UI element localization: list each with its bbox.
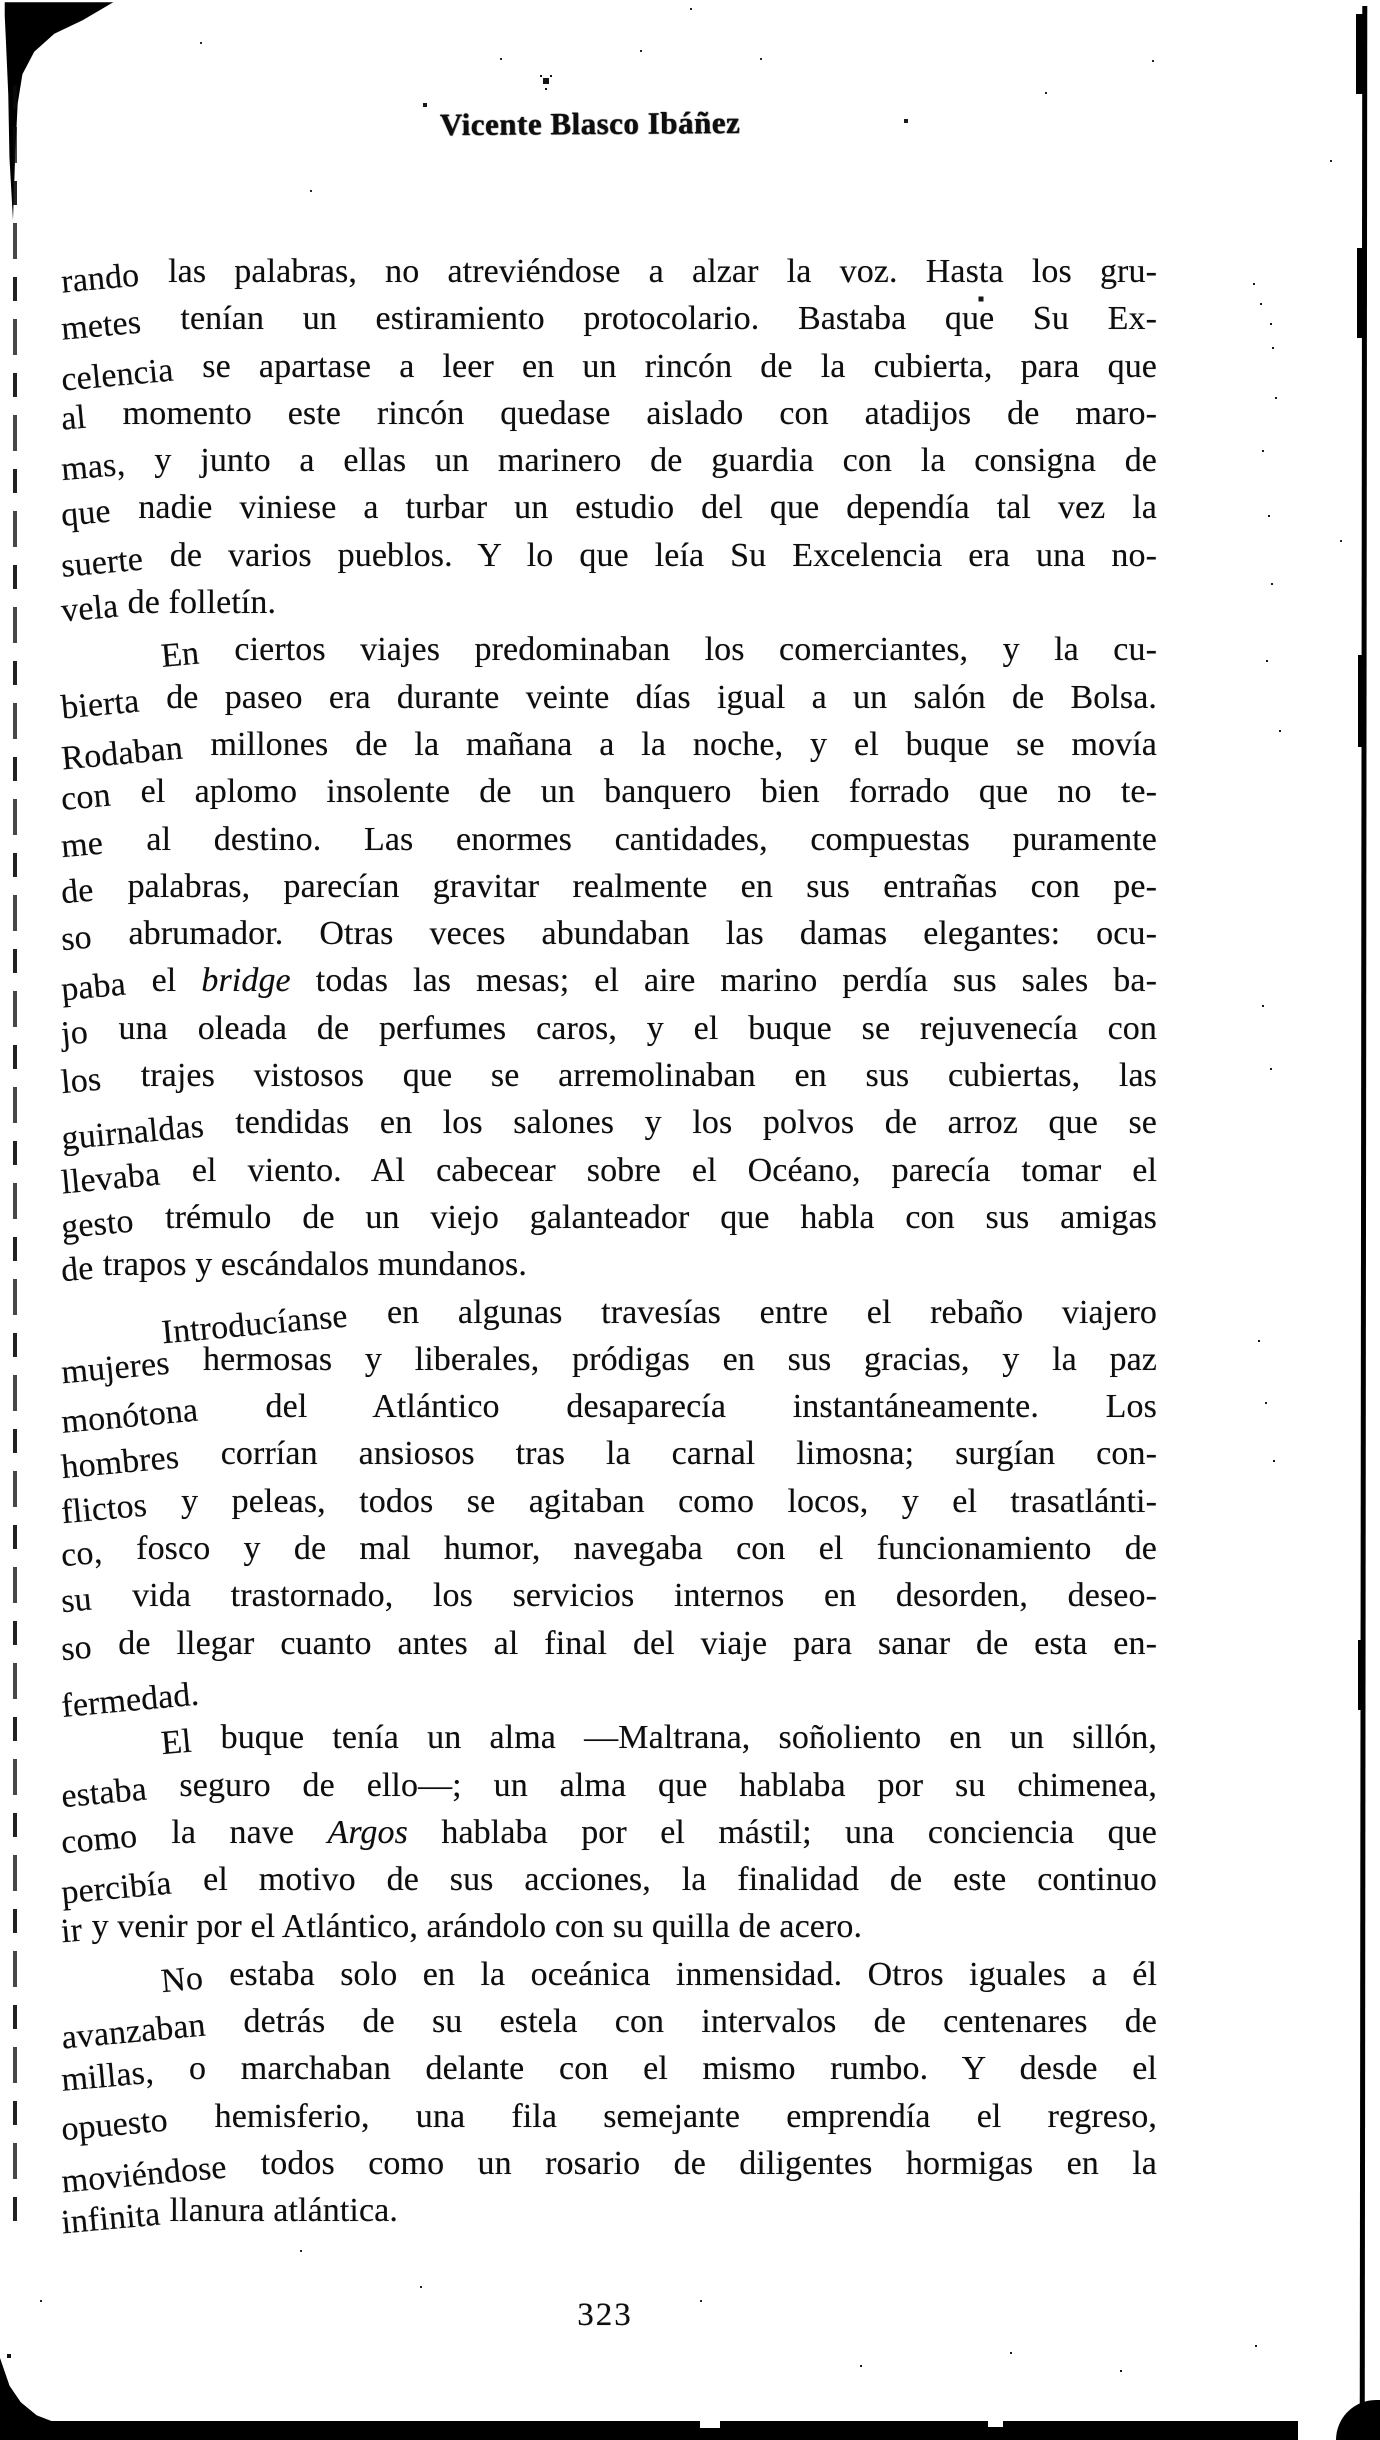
- text-line: millas, o marchaban delante con el mismo rumbo. Y desde el: [62, 2045, 1157, 2092]
- text-line: opuesto hemisferio, una fila semejante emprendía el regreso,: [62, 2093, 1157, 2140]
- text-line: so abrumador. Otras veces abundaban las damas elegantes: ocu-: [62, 910, 1157, 957]
- line-first-word: so: [59, 918, 94, 959]
- text-line: me al destino. Las enormes cantidades, compuestas puramente: [62, 816, 1157, 863]
- text-line: avanzaban detrás de su estela con intervalos de centenares de: [62, 1998, 1157, 2045]
- line-first-word: hombres: [59, 1439, 181, 1487]
- page-header-author: Vicente Blasco Ibáñez: [439, 104, 741, 143]
- text-line: flictos y peleas, todos se agitaban como locos, y el trasatlánti-: [62, 1478, 1157, 1525]
- text-line: llevaba el viento. Al cabecear sobre el Océano, parecía tomar el: [62, 1147, 1157, 1194]
- paragraph: [59, 626, 1158, 1290]
- line-first-word: No: [159, 1959, 205, 2000]
- text-line: mujeres hermosas y liberales, pródigas en sus gracias, y la paz: [62, 1336, 1157, 1383]
- line-first-word: En: [159, 634, 201, 676]
- text-line: mas, y junto a ellas un marinero de guardia con la consigna de: [62, 437, 1157, 484]
- line-first-word: de: [59, 1249, 95, 1290]
- right-edge-ink-blotch: [1358, 1640, 1364, 1710]
- line-first-word: Introducíanse: [160, 1297, 350, 1351]
- text-line: ir y venir por el Atlántico, arándolo con su quilla de acero.: [62, 1903, 1157, 1950]
- line-first-word: los: [59, 1060, 103, 1102]
- text-line: bierta de paseo era durante veinte días igual a un salón de Bolsa.: [62, 674, 1157, 721]
- text-line: Rodaban millones de la mañana a la noche, y el buque se movía: [62, 721, 1157, 768]
- text-line: moviéndose todos como un rosario de diligentes hormigas en la: [62, 2140, 1157, 2187]
- line-first-word: guirnaldas: [59, 1107, 206, 1158]
- text-line: percibía el motivo de sus acciones, la finalidad de este continuo: [62, 1856, 1157, 1903]
- line-first-word: que: [59, 493, 113, 535]
- text-line: estaba seguro de ello—; un alma que hablaba por su chimenea,: [62, 1762, 1157, 1809]
- line-first-word: rando: [59, 256, 141, 301]
- right-edge-ink-blotch: [1357, 248, 1366, 338]
- text-line: suerte de varios pueblos. Y lo que leía Su Excelencia era una no-: [62, 532, 1157, 579]
- line-first-word: infinita: [59, 2195, 162, 2242]
- text-line: co, fosco y de mal humor, navegaba con el funcionamiento de: [62, 1525, 1157, 1572]
- text-line: so de llegar cuanto antes al final del viaje para sanar de esta en-: [62, 1620, 1157, 1667]
- text-line: que nadie viniese a turbar un estudio del que dependía tal vez la: [62, 484, 1157, 531]
- line-first-word: so: [59, 1628, 94, 1668]
- line-first-word: ir: [59, 1912, 84, 1951]
- line-first-word: suerte: [59, 540, 145, 585]
- line-first-word: Rodaban: [59, 729, 185, 778]
- scan-corner-artifact-top-left: [0, 0, 118, 225]
- paragraph: [59, 1714, 1157, 1951]
- line-first-word: opuesto: [59, 2101, 170, 2148]
- line-first-word: flictos: [59, 1486, 149, 1531]
- paragraph: [59, 248, 1157, 630]
- right-edge-rule: [1360, 6, 1367, 2440]
- text-line: En ciertos viajes predominaban los comerciantes, y la cu-: [62, 626, 1157, 673]
- line-first-word: me: [59, 824, 105, 865]
- line-first-word: mas,: [59, 445, 127, 489]
- line-first-word: metes: [59, 303, 143, 348]
- text-line: rando las palabras, no atreviéndose a alzar la voz. Hasta los gru-: [62, 248, 1157, 295]
- scan-noise-specks: [0, 0, 2, 2]
- line-first-word: su: [59, 1580, 94, 1621]
- text-line: de palabras, parecían gravitar realmente en sus entrañas con pe-: [62, 863, 1157, 910]
- bottom-edge-bar: [0, 2421, 1298, 2440]
- bottom-bar-gap: [988, 2421, 1003, 2427]
- line-first-word: llevaba: [59, 1155, 162, 1202]
- line-first-word: monótona: [59, 1391, 200, 1441]
- bottom-edge-bar-right-foot: [1336, 2400, 1380, 2440]
- text-line: de trapos y escándalos mundanos.: [62, 1241, 1157, 1288]
- text-line: El buque tenía un alma —Maltrana, soñoliento en un sillón,: [62, 1714, 1157, 1761]
- line-first-word: percibía: [59, 1864, 173, 1912]
- line-first-word: con: [59, 776, 113, 819]
- line-first-word: como: [59, 1817, 139, 1862]
- line-first-word: millas,: [59, 2053, 156, 2100]
- line-first-word: avanzaban: [59, 2006, 208, 2057]
- line-first-word: mujeres: [59, 1344, 172, 1392]
- bottom-bar-gap: [700, 2421, 720, 2428]
- text-line: jo una oleada de perfumes caros, y el buque se rejuvenecía con: [62, 1005, 1157, 1052]
- text-line: infinita llanura atlántica.: [62, 2187, 1157, 2234]
- text-line: No estaba solo en la oceánica inmensidad. Otros iguales a él: [62, 1951, 1157, 1998]
- right-edge-ink-blotch: [1356, 14, 1367, 94]
- line-first-word: gesto: [59, 1202, 135, 1246]
- paragraph: [59, 1951, 1157, 2242]
- right-edge-ink-blotch: [1358, 655, 1365, 747]
- text-line: paba el bridge todas las mesas; el aire marino perdía sus sales ba-: [62, 957, 1157, 1004]
- text-line: como la nave Argos hablaba por el mástil; una conciencia que: [62, 1809, 1157, 1856]
- page-number: 323: [577, 2297, 633, 2333]
- line-first-word: fermedad.: [59, 1675, 201, 1725]
- line-first-word: moviéndose: [60, 2148, 229, 2201]
- text-line: monótona del Atlántico desaparecía instantáneamente. Los: [62, 1383, 1157, 1430]
- line-first-word: estaba: [59, 1770, 149, 1815]
- line-first-word: celencia: [59, 351, 175, 399]
- text-block: [59, 248, 1158, 2242]
- text-line: los trajes vistosos que se arremolinaban en sus cubiertas, las: [62, 1052, 1157, 1099]
- text-line: guirnaldas tendidas en los salones y los polvos de arroz que se: [62, 1099, 1157, 1146]
- text-line: metes tenían un estiramiento protocolario. Bastaba que Su Ex-: [62, 295, 1157, 342]
- paragraph: [59, 1289, 1157, 1725]
- text-line: hombres corrían ansiosos tras la carnal limosna; surgían con-: [62, 1430, 1157, 1477]
- text-line: vela de folletín.: [62, 579, 1157, 626]
- line-first-word: jo: [59, 1013, 90, 1053]
- line-first-word: El: [159, 1722, 194, 1763]
- line-first-word: al: [59, 398, 88, 438]
- text-line: al momento este rincón quedase aislado con atadijos de maro-: [62, 390, 1157, 437]
- text-line: celencia se apartase a leer en un rincón de la cubierta, para que: [62, 343, 1157, 390]
- left-margin-dashed-rule: [13, 85, 17, 2235]
- line-first-word: bierta: [59, 682, 141, 727]
- line-first-word: de: [59, 871, 95, 912]
- text-line: con el aplomo insolente de un banquero bien forrado que no te-: [62, 768, 1157, 815]
- line-first-word: co,: [59, 1533, 104, 1575]
- line-first-word: paba: [59, 966, 128, 1009]
- text-line: [59, 1667, 1157, 1725]
- line-first-word: vela: [59, 587, 120, 630]
- text-line: Introducíanse en algunas travesías entre el rebaño viajero: [62, 1289, 1157, 1336]
- text-line: gesto trémulo de un viejo galanteador que habla con sus amigas: [62, 1194, 1157, 1241]
- text-line: su vida trastornado, los servicios internos en desorden, deseo-: [62, 1572, 1157, 1619]
